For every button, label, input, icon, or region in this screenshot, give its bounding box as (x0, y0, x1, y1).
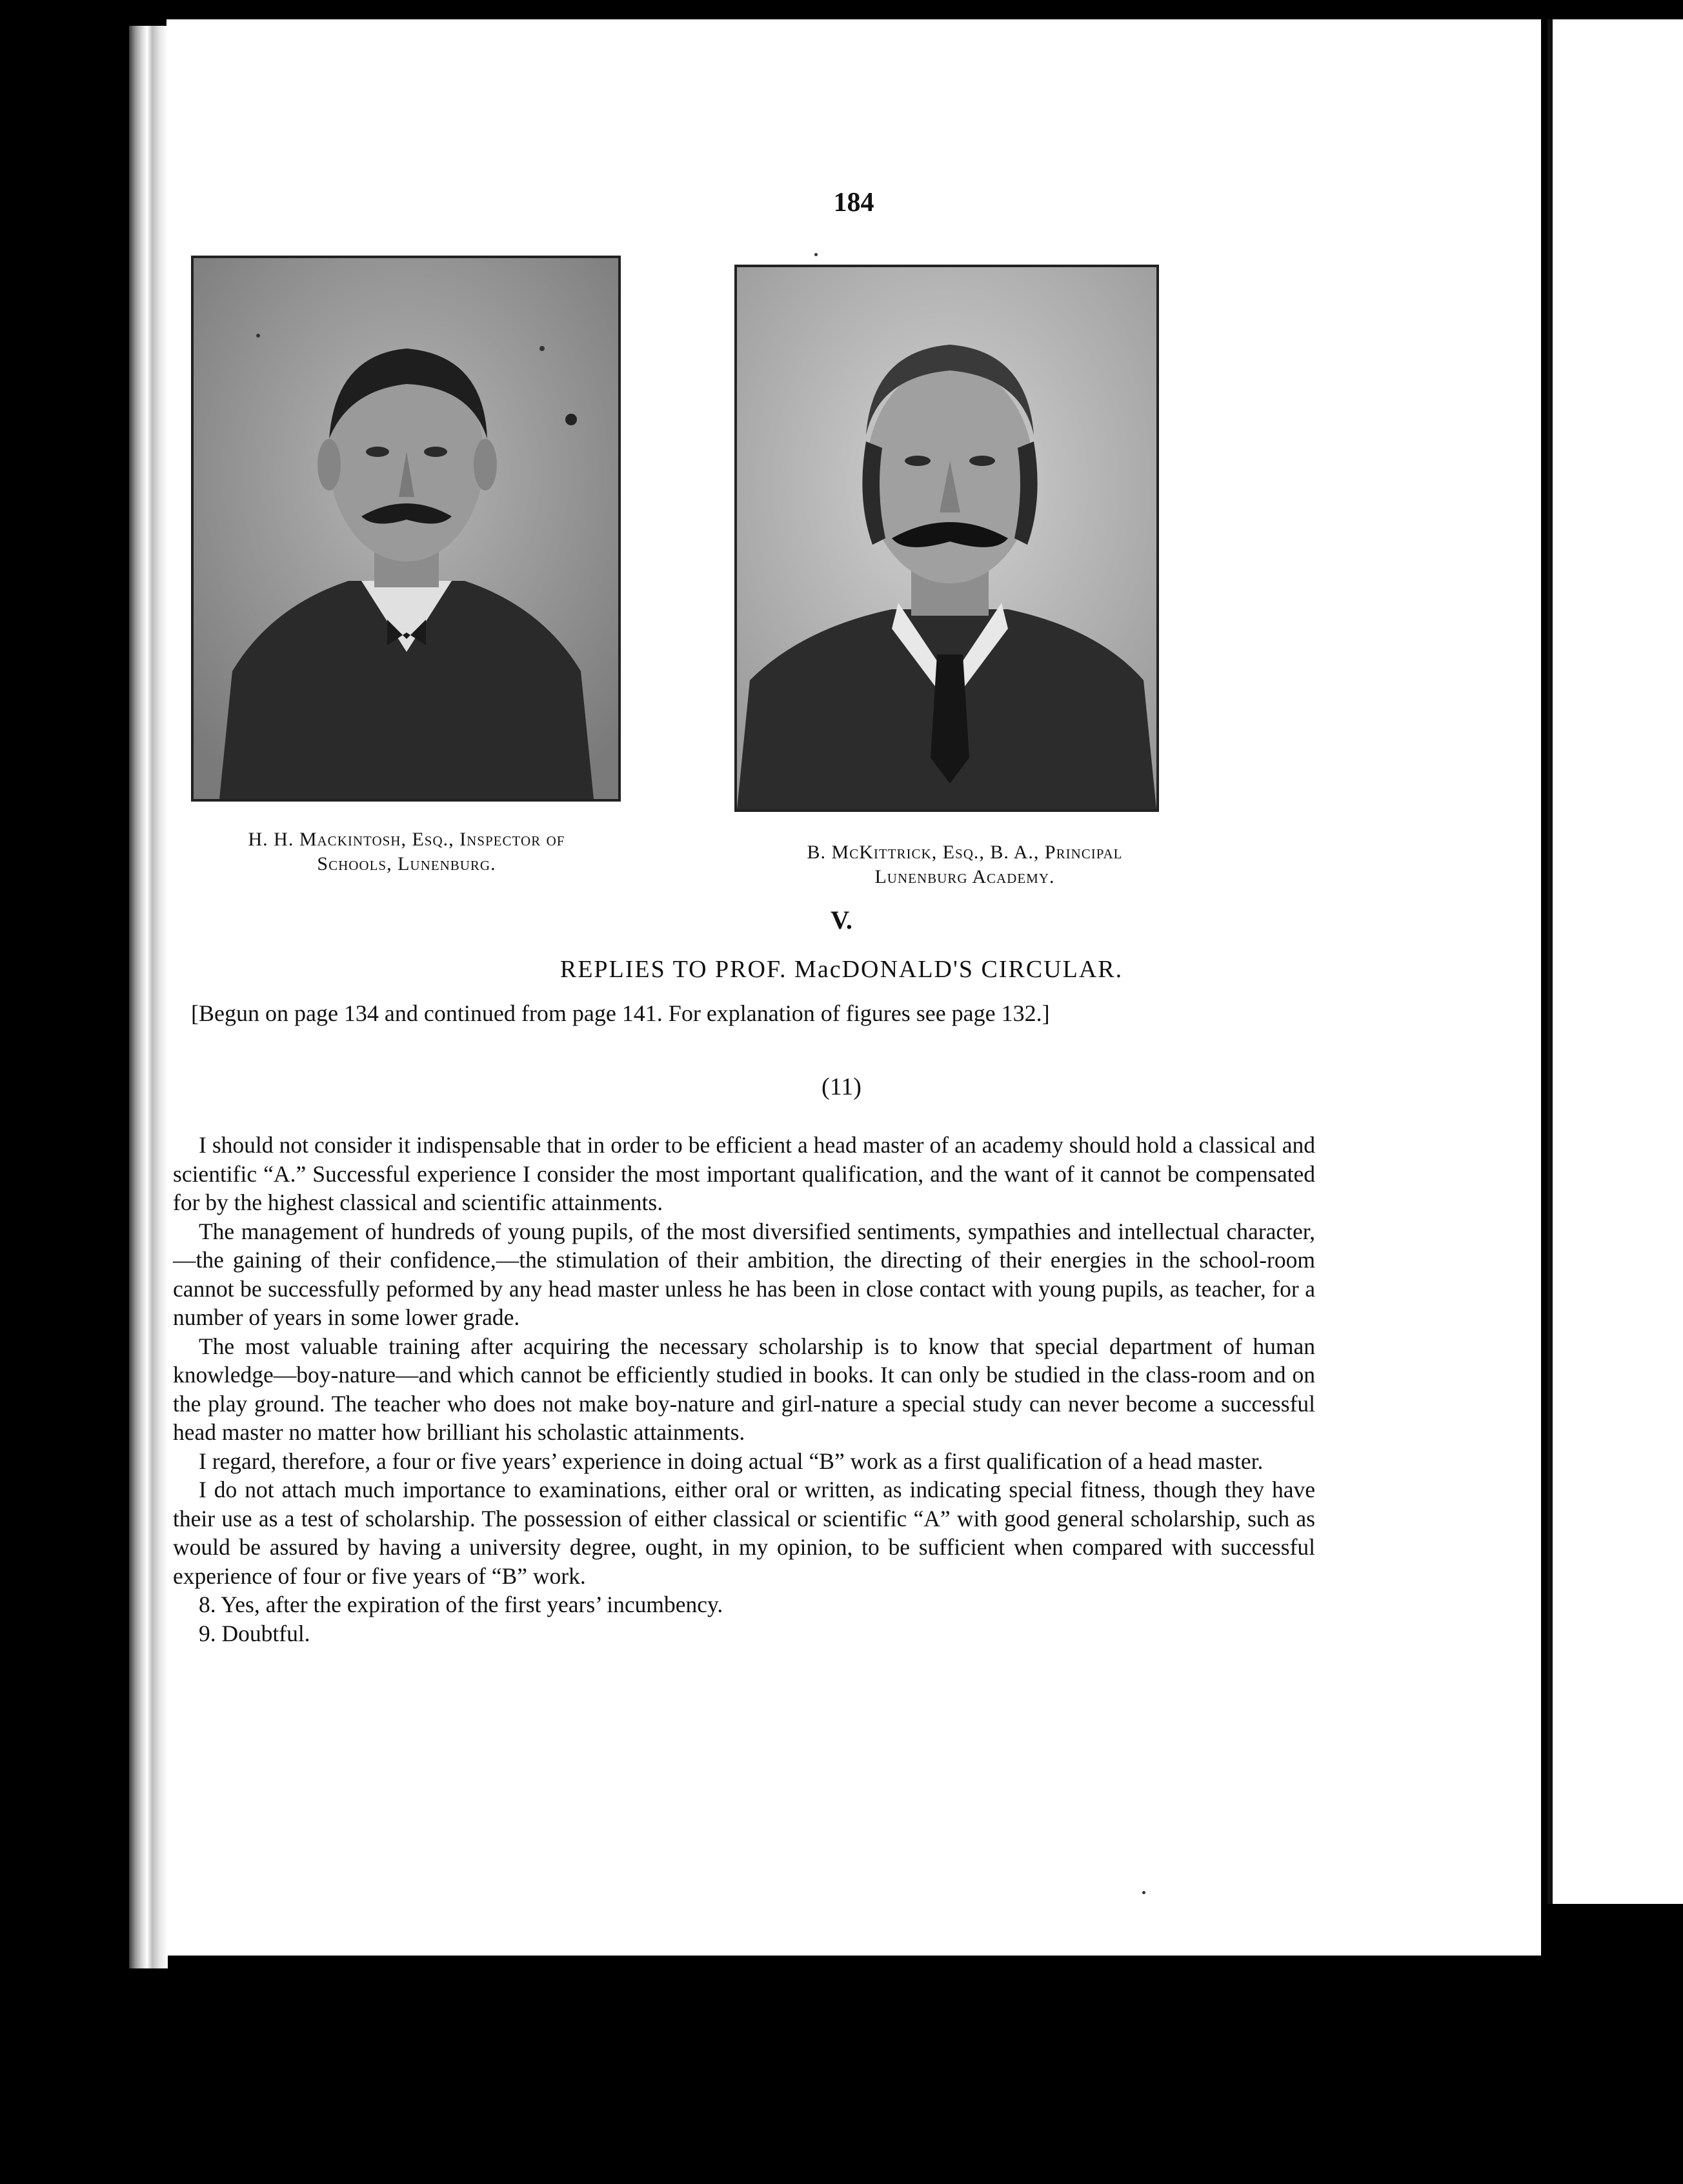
print-speck (1142, 1891, 1145, 1894)
section-number: V. (831, 905, 852, 935)
list-item: 9. Doubtful. (199, 1620, 310, 1646)
book-gutter (129, 26, 168, 1968)
page-number: 184 (833, 188, 874, 217)
paragraph: The management of hundreds of young pupils, of the most diversified sentiments, sympathies and intellectual character,—the gaining of their confidence,—the stimulation of their ambition, the directing of their energies in the school-room cannot be successfully peformed by any head master unless he has been in close contact with young pupils, as teacher, for a number of years in some lower grade. (173, 1218, 1315, 1330)
caption-line: H. H. Mackintosh, Esq., Inspector of (248, 829, 565, 850)
portrait-mackintosh (191, 256, 621, 802)
caption-mckittrick (700, 840, 1229, 889)
print-speck (814, 253, 818, 256)
editorial-note: [Begun on page 134 and continued from page 141. For explanation of figures see page 132.] (191, 1000, 1050, 1026)
reply-number: (11) (821, 1073, 862, 1100)
paragraph: I should not consider it indispensable that in order to be efficient a head master of an academy should hold a classical and scientific “A.” Successful experience I consider the most important qualification, and the want of it cannot be compensated for by the highest classical and scientific attainments. (173, 1132, 1315, 1215)
caption-line: Schools, Lunenburg. (317, 853, 496, 875)
section-heading: REPLIES TO PROF. MacDONALD'S CIRCULAR. (559, 956, 1124, 983)
paragraph: I regard, therefore, a four or five years’ experience in doing actual “B” work as a first qualification of a head master. (199, 1448, 1264, 1474)
paragraph: The most valuable training after acquiring the necessary scholarship is to know that special department of human knowledge—boy-nature—and which cannot be efficiently studied in books. It can only be studied in the class-room and on the play ground. The teacher who does not make boy-nature and girl-nature a special study can never become a successful head master no matter how brilliant his scholastic attainments. (173, 1333, 1315, 1445)
caption-mackintosh (148, 827, 665, 876)
portrait-mckittrick (734, 265, 1159, 812)
paragraph: I do not attach much importance to examinations, either oral or written, as indicating special fitness, though they have their use as a test of scholarship. The possession of either classical or scientific “A” with good general scholarship, such as would be assured by having a university degree, ought, in my opinion, to be sufficient when compared with successful experience of four or five years of “B” work. (173, 1477, 1315, 1589)
reply-body (173, 1131, 1315, 1648)
caption-line: Lunenburg Academy. (874, 866, 1055, 887)
caption-line: B. McKittrick, Esq., B. A., Principal (807, 842, 1123, 863)
list-item: 8. Yes, after the expiration of the first years’ incumbency. (199, 1592, 723, 1617)
